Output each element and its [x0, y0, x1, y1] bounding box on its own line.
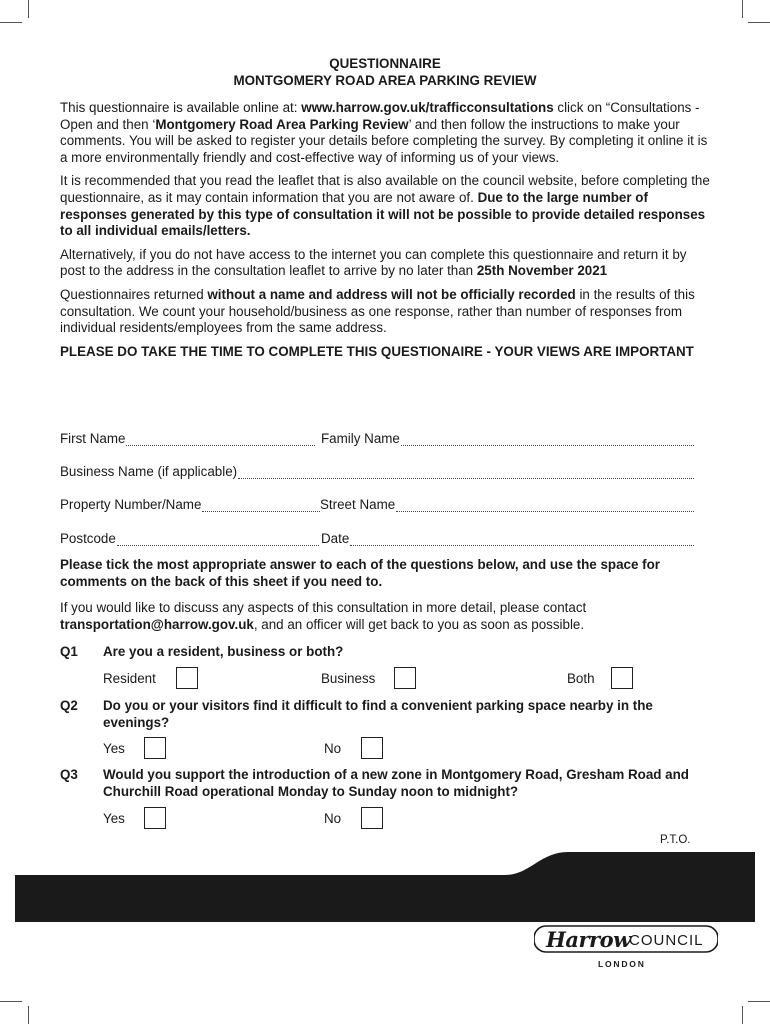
q2-option-no-label: No — [324, 741, 342, 756]
property-label: Property Number/Name — [60, 497, 202, 512]
logo-council: COUNCIL — [629, 932, 704, 949]
please-turn-over: P.T.O. — [660, 834, 691, 846]
page-subtitle: MONTGOMERY ROAD AREA PARKING REVIEW — [233, 73, 537, 88]
consultation-url[interactable]: www.harrow.gov.uk/trafficconsultations — [301, 100, 554, 115]
first-name-label: First Name — [60, 431, 126, 446]
q3-option-no-label: No — [324, 811, 342, 826]
option-business-label: Business — [321, 671, 376, 686]
q2-option-yes-label: Yes — [103, 741, 125, 756]
question-number: Q1 — [60, 644, 78, 659]
contact-paragraph: If you would like to discuss any aspects of this consultation in more detail, please contact transportation@harrow.gov.uk, and an officer will get back to you as soon as possible. — [60, 600, 587, 632]
intro-paragraph-leaflet: It is recommended that you read the leaflet that is also available on the council website, before completing the questionnaire, as it may contain information that you are not aware of. Due to the large number of responses generated by this type of consultation it will not be possible to provide detailed responses to all individual emails/letters. — [60, 173, 710, 239]
tick-instructions: Please tick the most appropriate answer to each of the questions below, and use the space for comments on the back of this sheet if you need to. — [60, 557, 661, 589]
postcode-label: Postcode — [60, 531, 116, 546]
question-number: Q2 — [60, 698, 78, 713]
option-resident-label: Resident — [103, 671, 156, 686]
q3-option-yes-label: Yes — [103, 811, 125, 826]
logo-london: LONDON — [598, 959, 646, 969]
harrow-council-logo — [534, 922, 718, 972]
deadline-date: 25th November 2021 — [476, 263, 608, 279]
intro-paragraph-names: Questionnaires returned without a name and address will not be officially recorded in the results of this consultation. We count your household/business as one response, rather than number of responses from individual residents/employees from the same address. — [60, 286, 695, 336]
contact-email-link[interactable]: transportation@harrow.gov.uk — [60, 616, 254, 632]
street-name-label: Street Name — [320, 497, 396, 512]
business-name-label: Business Name (if applicable) — [60, 464, 238, 479]
question-text: Would you support the introduction of a new zone in Montgomery Road, Gresham Road and Churchill Road operational Monday to Sunday noon to midnight? — [103, 767, 689, 799]
question-number: Q3 — [60, 767, 78, 782]
logo-script: Harrow — [546, 927, 631, 952]
option-both-label: Both — [567, 671, 595, 686]
question-text: Do you or your visitors find it difficult to find a convenient parking space nearby in the evenings? — [103, 698, 653, 730]
intro-paragraph-post: Alternatively, if you do not have access to the internet you can complete this questionnaire and return it by post to the address in the consultation leaflet to arrive by no later than 25th November 2021 — [60, 246, 687, 279]
family-name-label: Family Name — [321, 431, 400, 446]
intro-paragraph-online: This questionnaire is available online at: www.harrow.gov.uk/trafficconsultations click on “Consultations - Open and then ‘Montgomery Road Area Parking Review’ and then follow the instructions to make your comments. You will be asked to register your details before completing the survey. By completing it online it is a more environmentally friendly and cost-effective way of informing us of your views. — [60, 100, 708, 165]
important-notice: PLEASE DO TAKE THE TIME TO COMPLETE THIS QUESTIONAIRE - YOUR VIEWS ARE IMPORTANT — [60, 343, 694, 359]
question-text: Are you a resident, business or both? — [103, 644, 344, 659]
page-title: QUESTIONNAIRE — [329, 56, 441, 71]
date-label: Date — [321, 531, 350, 546]
